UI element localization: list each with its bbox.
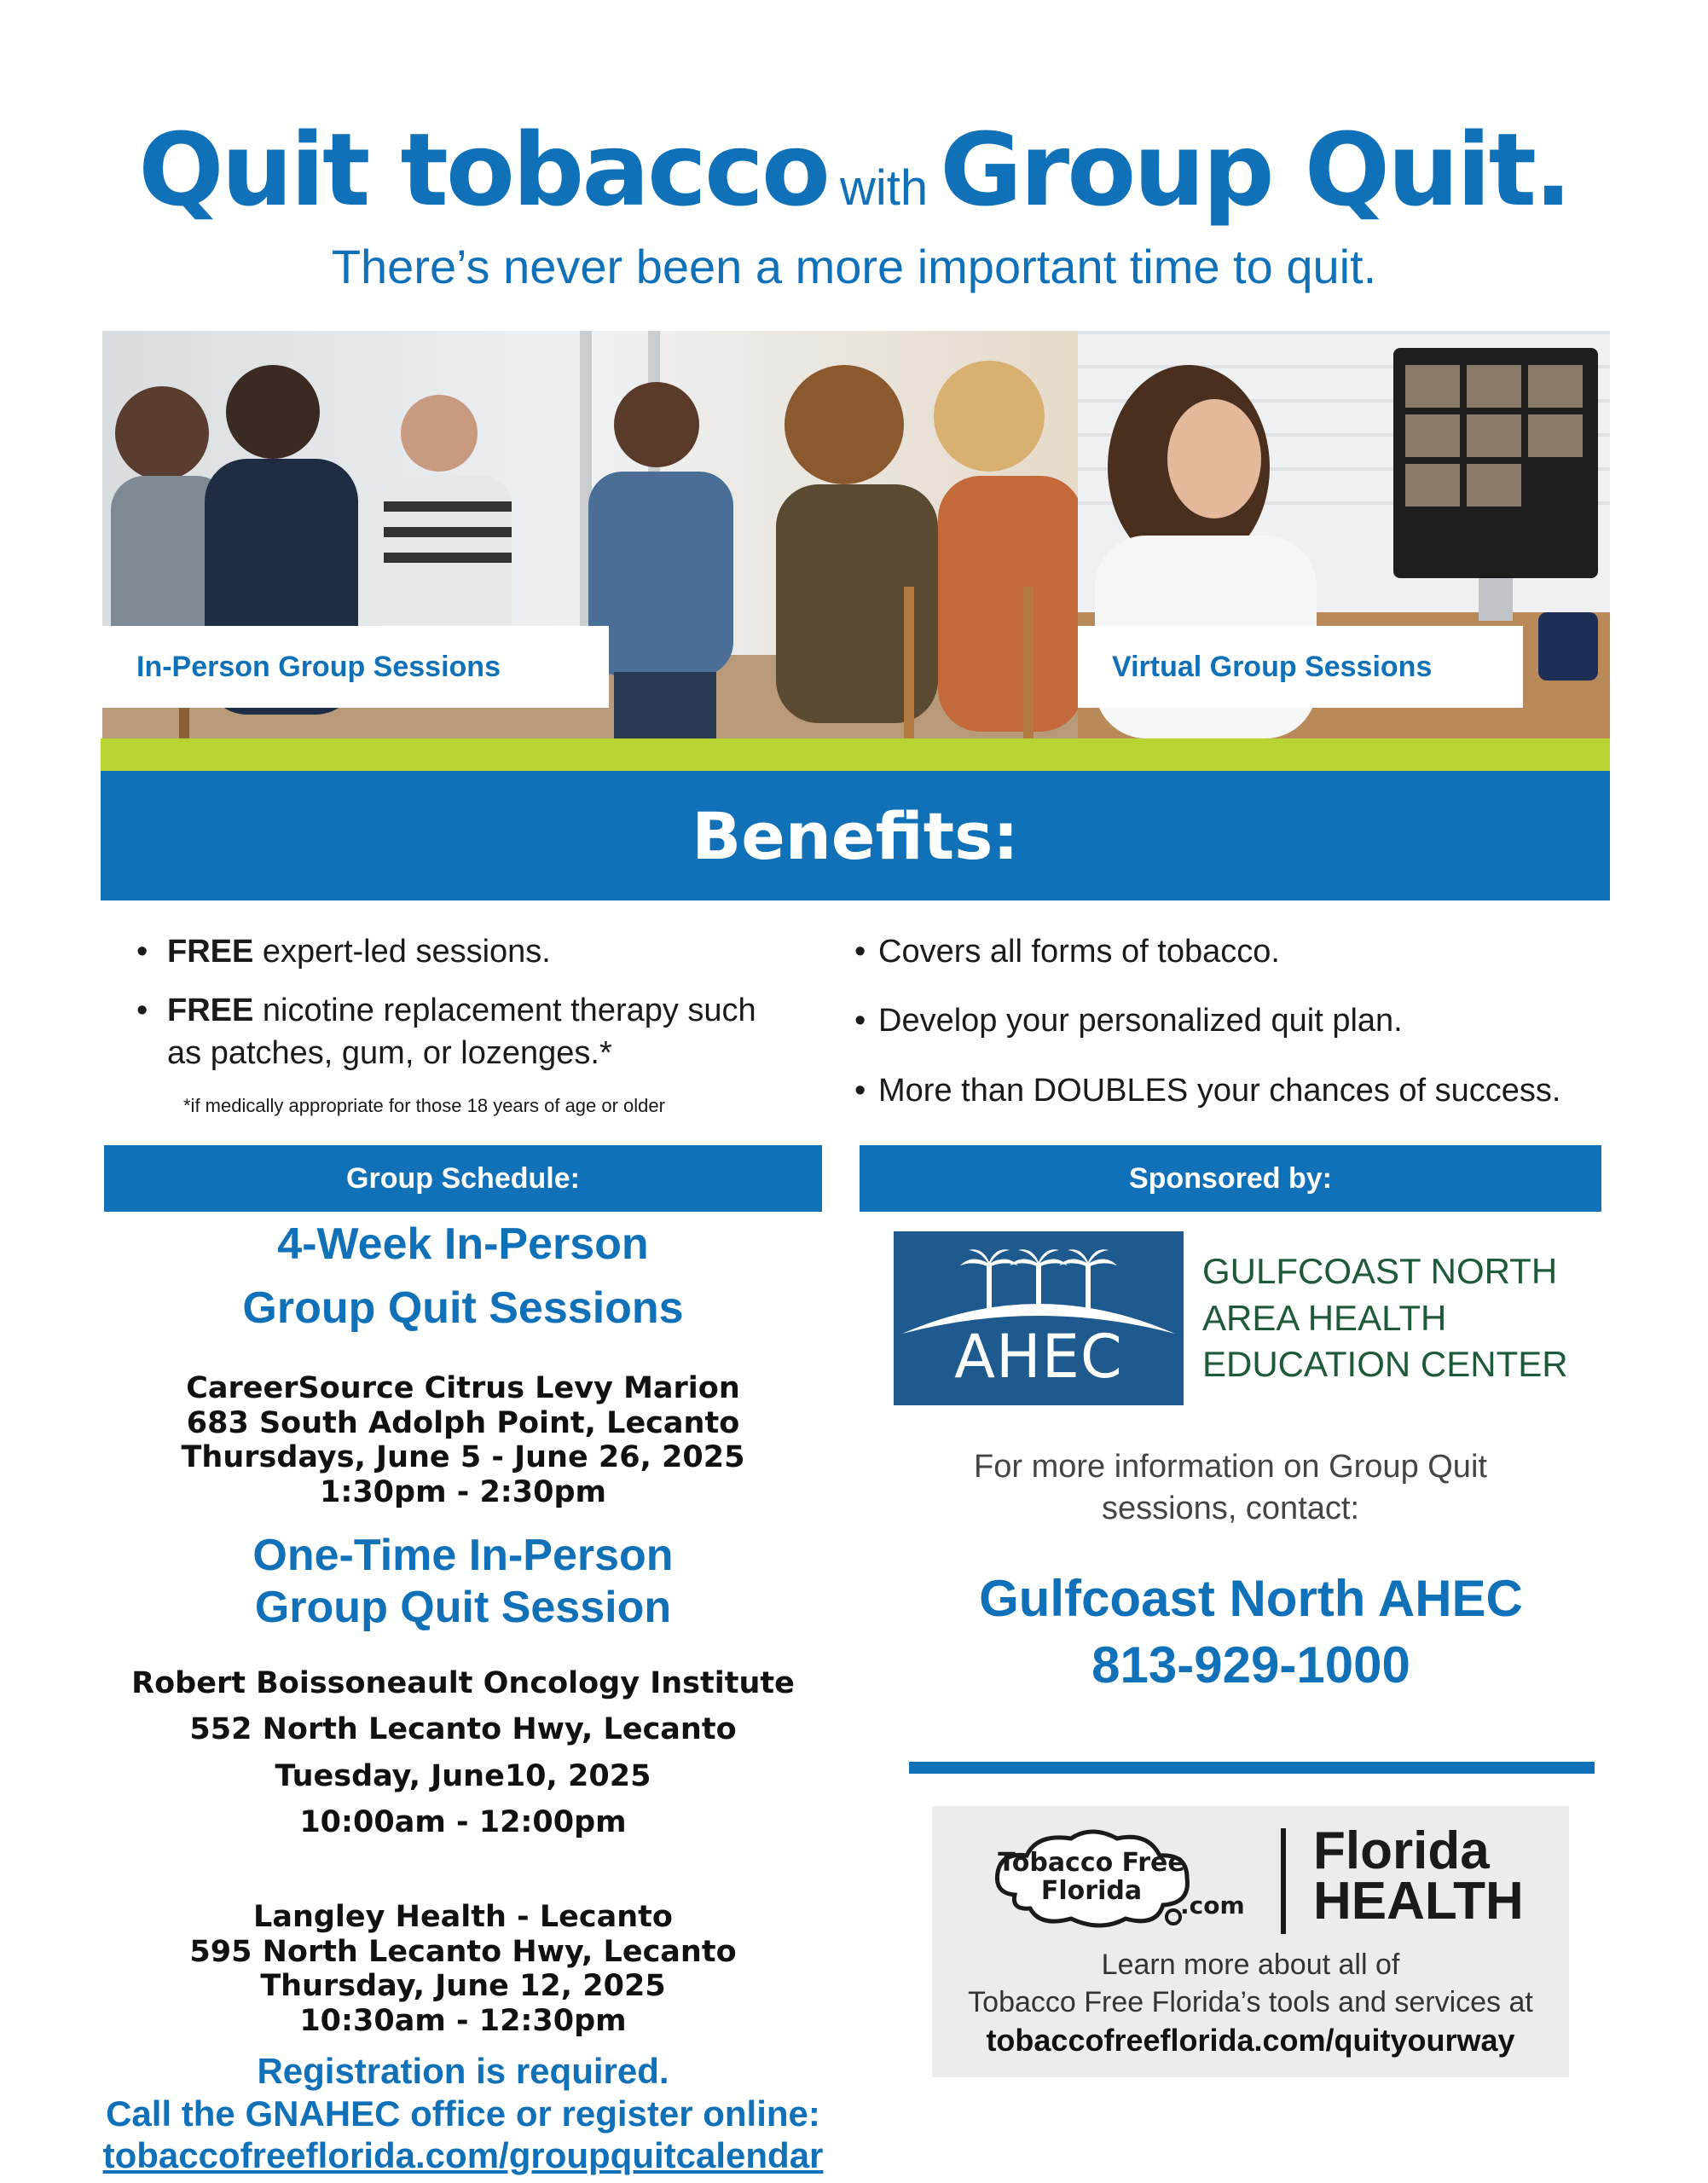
benefits-left-list <box>136 931 785 1092</box>
contact-name: Gulfcoast North AHEC <box>979 1570 1523 1627</box>
title-right: Group Quit. <box>940 111 1570 229</box>
virtual-label: Virtual Group Sessions <box>1078 626 1523 708</box>
registration-required: Registration is required. <box>257 2051 669 2091</box>
title-left: Quit tobacco <box>138 111 828 229</box>
benefits-footnote: *if medically appropriate for those 18 years of age or older <box>183 1095 665 1116</box>
accent-stripe <box>101 738 1610 771</box>
logo-divider <box>1281 1828 1286 1934</box>
site-careersource: CareerSource Citrus Levy Marion 683 South Adolph Point, Lecanto Thursdays, June 5 - June 26, 2025 1:30pm - 2:30pm <box>181 1371 745 1509</box>
registration-block <box>34 2050 892 2177</box>
ahec-logo-text: AHEC <box>954 1322 1123 1392</box>
benefits-heading: Benefits: <box>101 771 1610 900</box>
site-oncology: Robert Boissoneault Oncology Institute 552 North Lecanto Hwy, Lecanto Tuesday, June10, 2025 10:00am - 12:00pm <box>131 1666 795 1839</box>
page-title <box>0 111 1708 229</box>
benefits-right-list <box>854 931 1622 1129</box>
registration-link[interactable]: tobaccofreeflorida.com/groupquitcalendar <box>102 2135 824 2176</box>
benefit-item: • Covers all forms of tobacco. <box>854 934 1280 970</box>
contact-info-text: For more information on Group Quit sessions, contact: <box>974 1449 1487 1527</box>
page-subtitle: There’s never been a more important time to quit. <box>331 240 1377 293</box>
contact-phone[interactable]: 813-929-1000 <box>1091 1636 1410 1694</box>
site-langley: Langley Health - Lecanto 595 North Lecanto Hwy, Lecanto Thursday, June 12, 2025 10:30am - 12:30pm <box>189 1900 737 2038</box>
tff-url-link[interactable]: tobaccofreeflorida.com/quityourway <box>986 2023 1515 2058</box>
group-schedule-bar: Group Schedule: <box>104 1145 822 1212</box>
benefit-item: • FREE expert-led sessions. <box>136 934 551 970</box>
ahec-org-name: GULFCOAST NORTH AREA HEALTH EDUCATION CENTER <box>1202 1251 1568 1385</box>
benefit-item: • Develop your personalized quit plan. <box>854 1003 1403 1039</box>
four-week-title: 4-Week In-Person Group Quit Sessions <box>242 1219 684 1334</box>
registration-instructions: Call the GNAHEC office or register online: <box>106 2093 820 2134</box>
benefit-item: • FREE nicotine replacement therapy such as patches, gum, or lozenges.* <box>136 993 756 1071</box>
florida-health-logo: Florida HEALTH <box>1313 1821 1524 1931</box>
tff-logo-text: Tobacco Free Florida <box>998 1848 1185 1906</box>
tff-learn-more: Learn more about all of Tobacco Free Florida’s tools and services at <box>968 1948 1533 2019</box>
title-with: with <box>839 160 929 216</box>
divider-rule <box>909 1762 1595 1774</box>
in-person-label: In-Person Group Sessions <box>102 626 609 708</box>
benefit-item: • More than DOUBLES your chances of success. <box>854 1072 1561 1109</box>
sponsored-by-bar: Sponsored by: <box>860 1145 1601 1212</box>
tff-logo-suffix: .com <box>1180 1891 1245 1920</box>
one-time-title: One-Time In-Person Group Quit Session <box>252 1531 674 1632</box>
